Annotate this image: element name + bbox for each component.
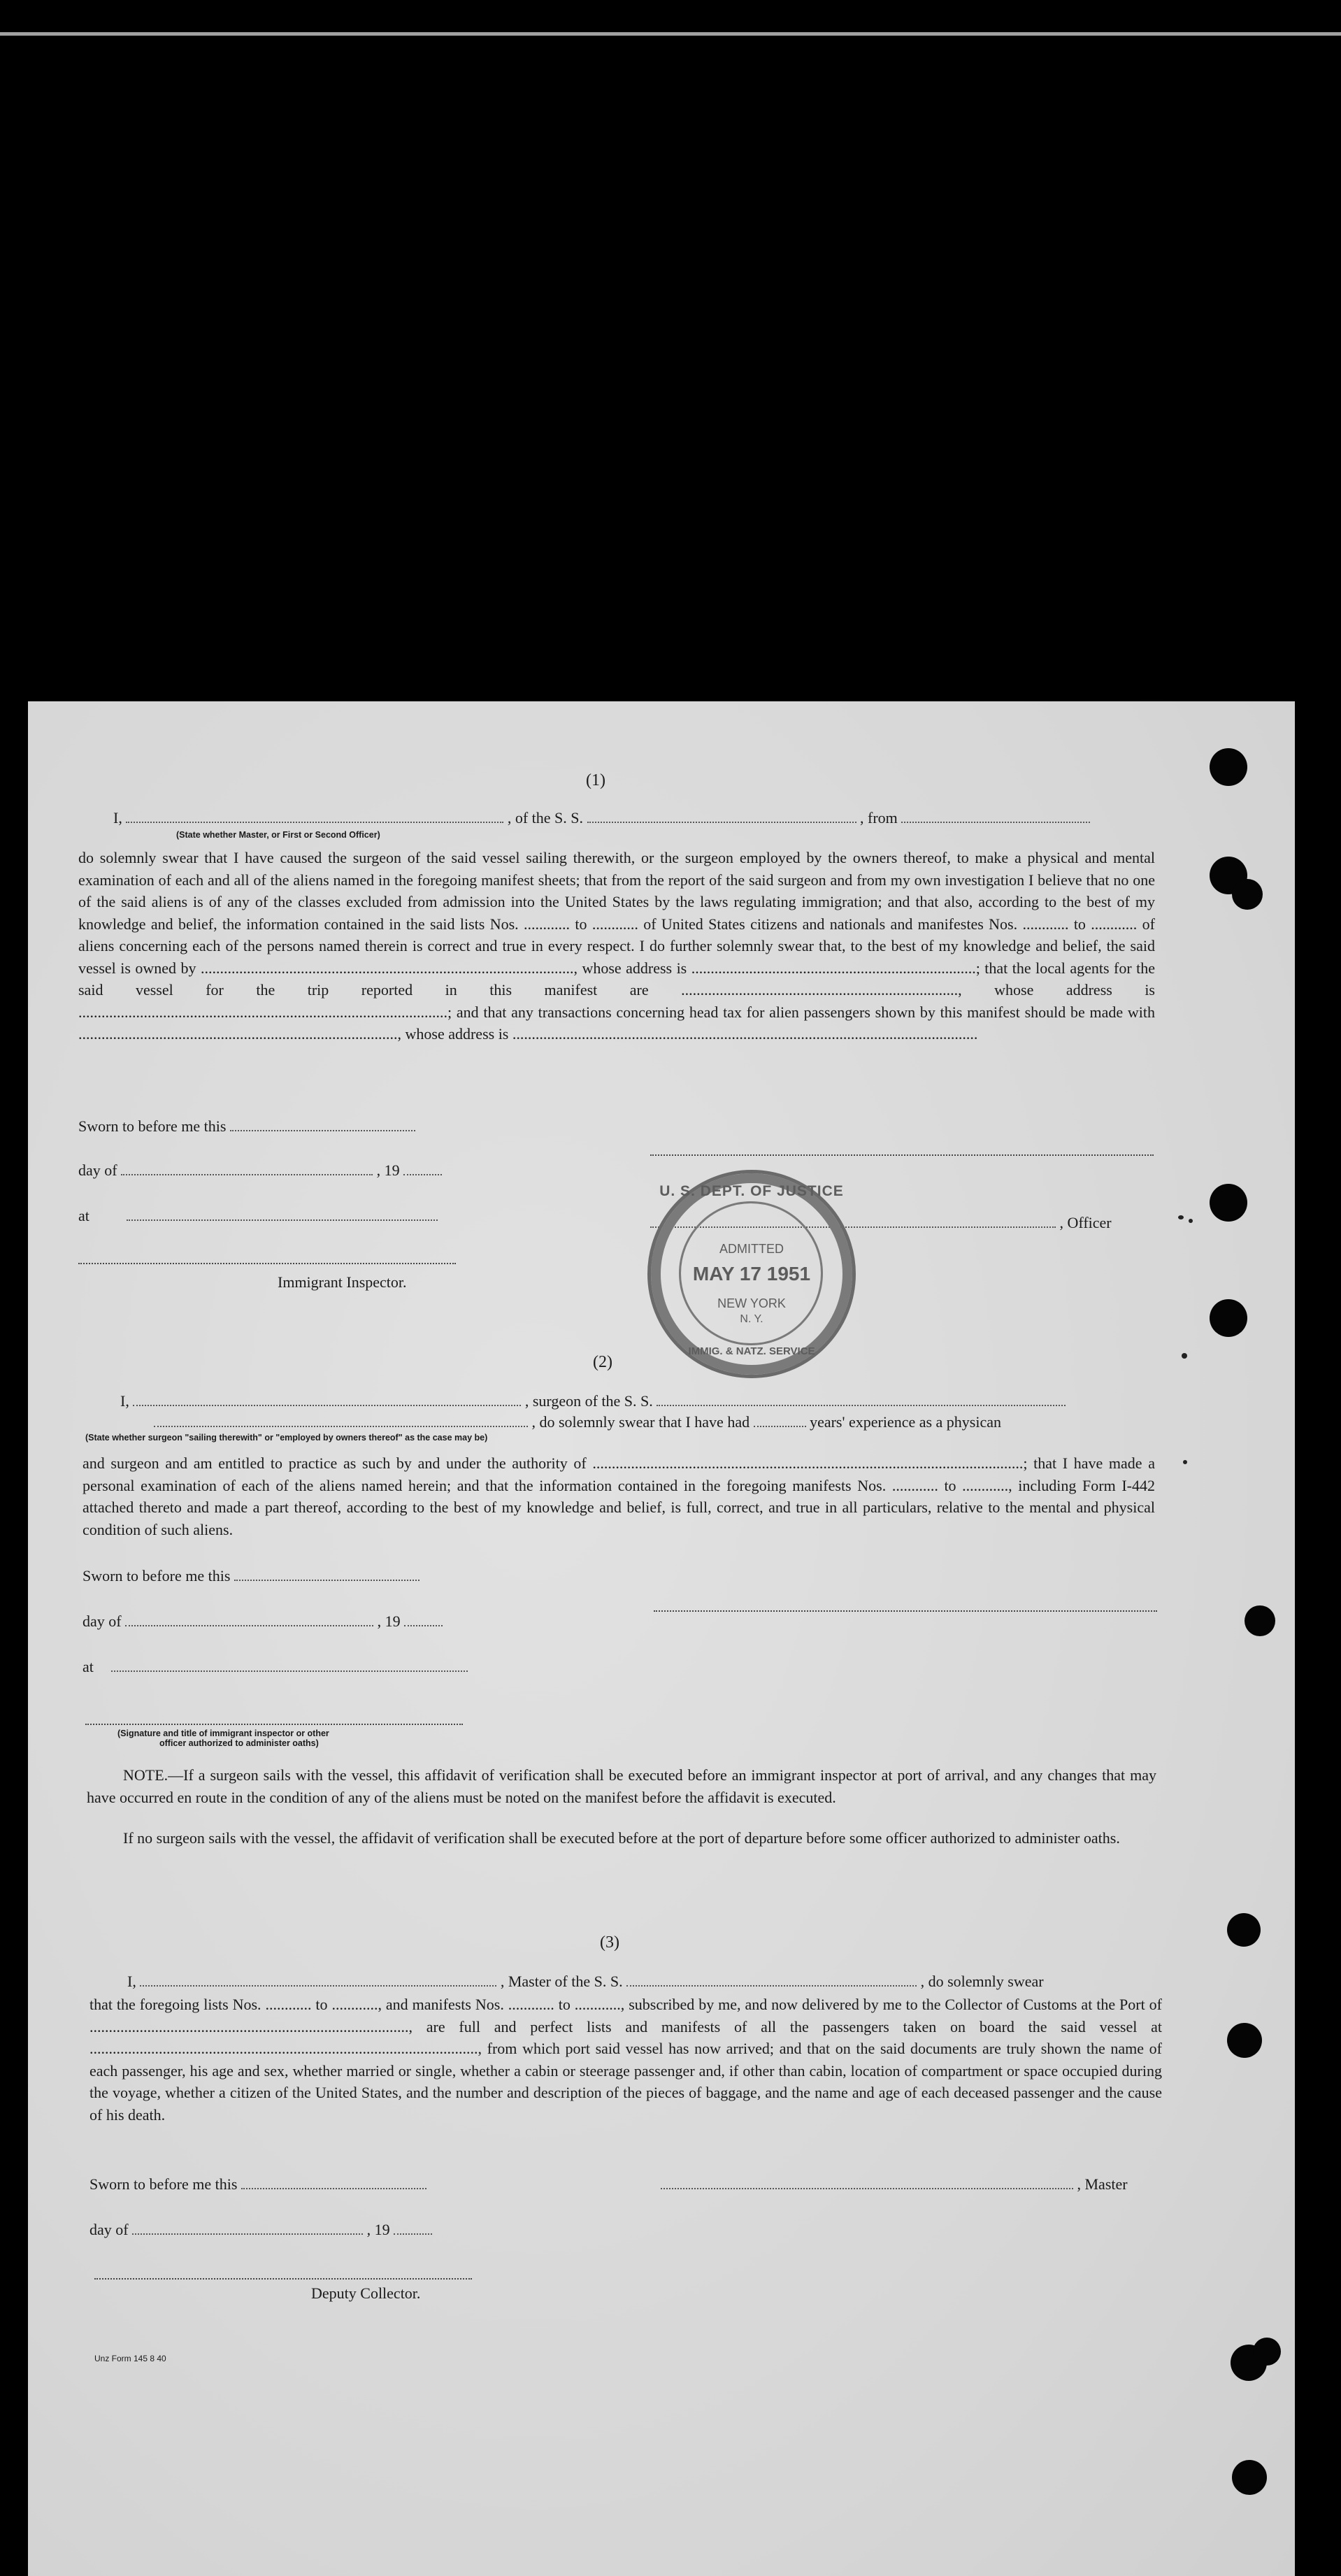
- stamp-arc-top: U. S. DEPT. OF JUSTICE: [659, 1183, 844, 1199]
- master-signature-line[interactable]: [661, 2187, 1073, 2189]
- departure-port-field[interactable]: [901, 821, 1090, 823]
- stamp-arc-bottom: IMMIG. & NATZ. SERVICE: [688, 1345, 815, 1357]
- stamp-state: N. Y.: [740, 1313, 763, 1325]
- section-3-day-of: day of , 19: [89, 2221, 432, 2239]
- inspector-signature-line[interactable]: [78, 1263, 456, 1264]
- binder-hole: [1245, 1605, 1275, 1636]
- master-sworn-date-field[interactable]: [241, 2187, 426, 2189]
- ink-speck: [1189, 1219, 1193, 1223]
- deputy-collector-label: Deputy Collector.: [311, 2284, 421, 2302]
- binder-hole: [1210, 1184, 1247, 1222]
- month-field[interactable]: [121, 1173, 373, 1175]
- section-1-number: (1): [586, 771, 605, 789]
- ink-speck: [1178, 1215, 1184, 1219]
- surgeon-year-field[interactable]: [404, 1624, 443, 1626]
- master-3-name-field[interactable]: [140, 1984, 496, 1987]
- section-3-master-sign: , Master: [661, 2175, 1128, 2194]
- surgeon-type-field[interactable]: [154, 1425, 528, 1427]
- stamp-admitted: ADMITTED: [719, 1242, 784, 1256]
- surgeon-vessel-field[interactable]: [657, 1404, 1066, 1406]
- inspector-2-signature-line[interactable]: [85, 1724, 463, 1725]
- surgeon-sworn-date-field[interactable]: [234, 1579, 419, 1581]
- section-1-of-ss: , of the S. S.: [507, 809, 584, 827]
- officer-signature-line-1[interactable]: [650, 1154, 1154, 1156]
- stamp-city: NEW YORK: [717, 1296, 786, 1310]
- section-3-number: (3): [600, 1933, 619, 1952]
- section-1-body: do solemnly swear that I have caused the surgeon of the said vessel sailing therewith, or the surgeon employed by the owners thereof, to make a physical and mental examination of each and all of the aliens named in the foregoing manifest sheets; that from the report of the said surgeon and from my own investigation I believe that no one of the said aliens is of any of the classes excluded from admission into the United States by the laws regulating immigration; and that also, according to the best of my knowledge and belief, the information contained in the said lists Nos. ............ to ............ of United States citizens and nationals and manifestes Nos. ............ to ............ of aliens concerning each of the persons named therein is correct and true in every respect. I do further solemnly swear that, to the best of my knowledge and belief, the said vessel is owned by ................................................................................................., whose address is ..........................................................................; that the local agents for the said vessel for the trip reported in this manifest are ........................................................................, whose address is ................................................................................................; and that any transactions concerning head tax for alien passengers shown by this manifest should be made with ..................................................................................., whose address is .........................................................................................................................: [78, 849, 1155, 1043]
- binder-hole: [1227, 2023, 1262, 2058]
- section-1-i: I,: [113, 809, 122, 827]
- surgeon-place-field[interactable]: [111, 1670, 468, 1672]
- admitted-stamp: [647, 1170, 856, 1378]
- note-paragraph-2: If no surgeon sails with the vessel, the affidavit of verification shall be executed before at the port of departure before some officer authorized to administer oaths.: [123, 1829, 1120, 1847]
- section-3-first-line: I, , Master of the S. S. , do solemnly swear: [127, 1973, 1044, 1990]
- master-year-field[interactable]: [394, 2233, 432, 2235]
- section-2-day-of: day of , 19: [83, 1612, 443, 1631]
- sworn-date-field[interactable]: [230, 1129, 415, 1131]
- signature-title-note-2: officer authorized to administer oaths): [159, 1738, 319, 1748]
- ink-speck: [1182, 1353, 1187, 1359]
- form-number: Unz Form 145 8 40: [94, 2354, 166, 2363]
- section-2-body: and surgeon and am entitled to practice as such by and under the authority of ................................................................................................................; that I have made a personal examination of each of the aliens named herein; and that the information contained in the foregoing manifests Nos. ............ to ............, including Form I-442 attached thereto and made a part thereof, according to the best of my knowledge and belief, is full, correct, and true in all particulars, relative to the mental and physical condition of such aliens.: [83, 1454, 1155, 1538]
- scan-edge-line: [0, 32, 1341, 36]
- stamp-date: MAY 17 1951: [692, 1263, 811, 1285]
- surgeon-type-note: (State whether surgeon "sailing therewith" or "employed by owners thereof" as the case may be): [85, 1433, 488, 1443]
- note-paragraph-1: NOTE.—If a surgeon sails with the vessel, this affidavit of verification shall be executed before an immigrant inspector at port of arrival, and any changes that may have occurred en route in the condition of any of the aliens must be noted on the manifest before the affidavit is executed.: [87, 1766, 1156, 1806]
- year-field[interactable]: [403, 1173, 442, 1175]
- section-2-first-line: I, , surgeon of the S. S.: [120, 1392, 1066, 1410]
- master-name-field[interactable]: [126, 821, 503, 823]
- section-2-at: at: [83, 1658, 468, 1676]
- years-experience-field[interactable]: [754, 1425, 806, 1427]
- binder-hole: [1227, 1913, 1261, 1947]
- section-1-officer: , Officer: [650, 1214, 1112, 1232]
- binder-hole: [1232, 879, 1263, 910]
- section-2-sworn: Sworn to before me this: [83, 1567, 419, 1585]
- signature-title-note-1: (Signature and title of immigrant inspector or other: [117, 1729, 329, 1738]
- immigrant-inspector-label: Immigrant Inspector.: [278, 1273, 407, 1291]
- surgeon-signature-line[interactable]: [654, 1610, 1157, 1612]
- vessel-name-field[interactable]: [587, 821, 856, 823]
- ink-speck: [1183, 1460, 1187, 1464]
- binder-hole: [1210, 748, 1247, 786]
- master-month-field[interactable]: [132, 2233, 363, 2235]
- section-1-from: , from: [860, 809, 898, 827]
- section-1-sworn: Sworn to before me this: [78, 1117, 415, 1136]
- place-field[interactable]: [127, 1219, 438, 1221]
- section-3-body: that the foregoing lists Nos. ............ to ............, and manifests Nos. ............ to ............, subscribed by me, and now delivered by me to the Collector of Customs at the Port of ..................................................................................., are full and perfect lists and manifests of all the passengers taken on board the said vessel at ....................................................................................................., from which port said vessel has now arrived; and that on the said documents are truly shown the name of each passenger, his age and sex, whether married or single, whether a cabin or steerage passenger and, if other than cabin, location of compartment or space occupied during the voyage, whether a citizen of the United States, and the number and description of the pieces of baggage, and the name and age of each deceased passenger and the cause of his death.: [89, 1996, 1162, 2124]
- binder-hole: [1253, 2338, 1281, 2366]
- section-2-second-line: , do solemnly swear that I have had years' experience as a physican: [154, 1413, 1001, 1431]
- surgeon-month-field[interactable]: [125, 1624, 373, 1626]
- master-officer-note: (State whether Master, or First or Second Officer): [176, 830, 380, 840]
- section-1-first-line: [113, 809, 1090, 827]
- binder-hole: [1232, 2460, 1267, 2495]
- collector-signature-line[interactable]: [94, 2278, 472, 2280]
- manifest-verification-page: [28, 701, 1295, 2576]
- binder-hole: [1210, 1299, 1247, 1337]
- section-1-at: at: [78, 1207, 438, 1225]
- section-1-day-of: day of , 19: [78, 1161, 442, 1180]
- section-3-sworn: Sworn to before me this: [89, 2175, 426, 2194]
- master-3-vessel-field[interactable]: [626, 1984, 917, 1987]
- section-2-number: (2): [593, 1353, 612, 1371]
- surgeon-name-field[interactable]: [133, 1404, 521, 1406]
